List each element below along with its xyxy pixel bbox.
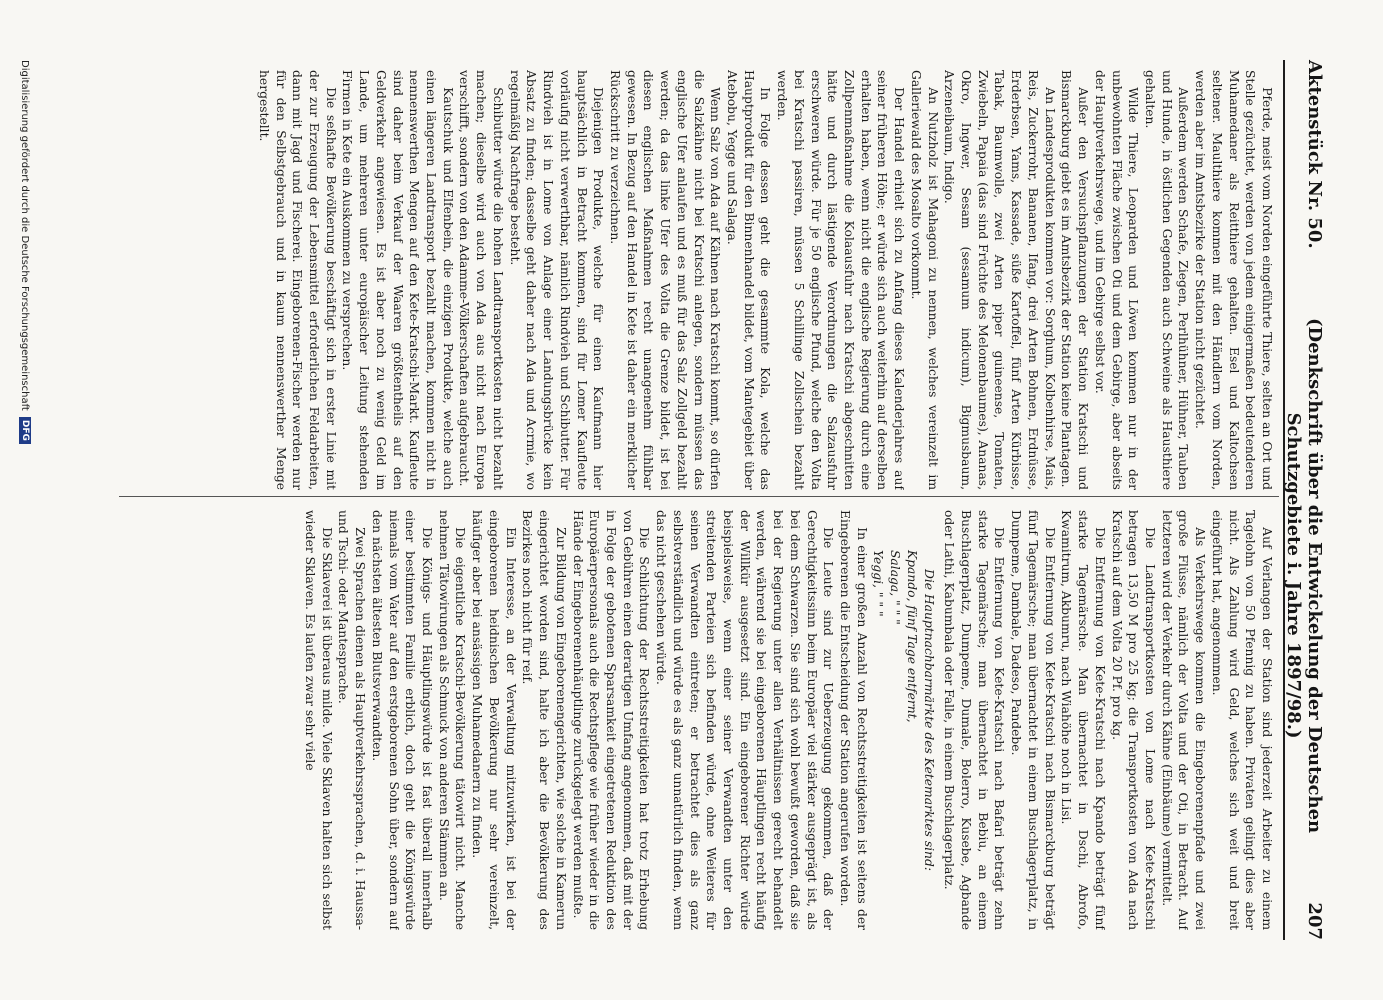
right-paragraph: Zwei Sprachen dienen als Hauptverkehrssprachen, d. i. Haussa- und Tschi- oder Mantesprache. xyxy=(336,510,368,930)
header-title: (Denkschrift über die Entwickelung der Deutschen Schutzgebiete i. Jahre 1897/98.) xyxy=(1283,317,1325,834)
left-paragraph: Wenn Salz von Ada auf Kähnen nach Kratschi kommt, so dürfen die Salzkähne nicht bei Kratschi anlegen, sondern müssen das englische Ufer anlaufen und es muß für das Salz Zollgeld bezahlt werden; da das linke Ufer des Volta die Grenze bildet, ist bei diesen englischen Maßnahmen recht unangenehm fühlbar gewesen. In Bezug auf den Handel in Kete ist daher ein merklicher Rückschritt zu verzeichnen. xyxy=(607,70,723,490)
digitization-credit xyxy=(19,60,31,960)
market-item: Salaga, " " " xyxy=(888,550,903,625)
right-paragraph: Die Entfernung von Kete-Kratschi nach Kpando beträgt fünf starke Tagemärsche. Man übernachtet in Dschi, Abrofo, Kwamitrum, Akbumru, nach Wiahöhe noch in Lisi. xyxy=(1059,510,1107,930)
left-paragraph: Pferde, meist vom Norden eingeführte Thiere, selten an Ort und Stelle gezüchtet, werden von jedem einigermaßen bedeutenderen Muhamedaner als Reitthiere gehalten. Esel und Kaltochsen seltener. Maulthiere kommen mit den Händlern vom Norden, werden aber im Amtsbezirke der Station nicht gezüchtet. xyxy=(1193,70,1274,490)
right-paragraph: Auf Verlangen der Station sind jederzeit Arbeiter zu einem Tagelohn von 50 Pfennig zu haben. Privaten gelingt dies aber nicht. Als Zahlung wird Geld, welches sich weit und breit eingeführt hat, angenommen. xyxy=(1209,510,1274,930)
left-paragraph: Außer den Versuchspflanzungen der Station Kratschi und Bismarckburg giebt es im Amtsbezirk der Station keine Plantagen. xyxy=(1059,70,1091,490)
credit-text: Digitalisierung gefördert durch die Deutsche Forschungsgemeinschaft xyxy=(19,60,31,411)
right-column xyxy=(125,510,1275,930)
right-paragraph: Die Königs- und Häuptlingswürde ist fast überall innerhalb einer bestimmten Familie erblich, doch geht die Königswürde niemals vom Vater auf den erstgeborenen Sohn über, sondern auf den nächsten ältesten Blutsverwandten. xyxy=(369,510,435,930)
right-paragraph: Die Leute sind zur Ueberzeugung gekommen, daß der Gerechtigkeitssinn beim Europäer viel stärker ausgeprägt ist, als bei dem Schwarzen. Sie sind sich wohl bewußt geworden, daß sie bei der Regierung unter allen Verhältnissen gerecht behandelt werden, während sie bei eingeborenen Häuptlingen recht häufig der Willkür ausgesetzt sind. Ein eingeborener Richter würde beispielsweise, wenn einer seiner Verwandten unter den streitenden Parteien sich befinden würde, ohne Weiteres für seinen Verwandten eintreten; er betrachtet dies als ganz selbstverständlich und würde es als ganz unnatürlich finden, wenn das nicht geschehen würde. xyxy=(654,510,836,930)
dfg-logo: DFG xyxy=(19,417,31,444)
header-rule xyxy=(1283,60,1285,940)
left-paragraph: Wilde Thiere, Leoparden und Löwen kommen nur in der unbewohnten Fläche zwischen Oti und dem Gebirge, aber abseits der Hauptverkehrswege, und im Gebirge selbst vor. xyxy=(1092,70,1141,490)
left-paragraph: Der Handel erhielt sich zu Anfang dieses Kalenderjahres auf seiner früheren Höhe; er würde sich auch weiterhin auf derselben erhalten haben, wenn nicht die englische Regierung durch eine Zollpenmaßnahme die Kolaausfuhr nach Kratschi abgeschnitten hätte und durch lästigende Verordnungen die Salzausfuhr erschweren würde. Für je 50 englische Pfund, welche den Volta bei Kratschi passiren, müssen 5 Schillinge Zollschein bezahlt werden. xyxy=(775,70,907,490)
market-item: Kpando, fünf Tage entfernt, xyxy=(904,550,919,723)
right-paragraph: Als Verkehrswege kommen die Eingeborenenpfade und zwei große Flüsse, nämlich der Volta und der Oti, in Betracht. Auf letzteren wird der Verkehr durch Kähne (Einbäume) vermittelt. xyxy=(1159,510,1208,930)
left-paragraph: Kautschuk und Elfenbein, die einzigen Produkte, welche auch einen längeren Landtransport bezahlt machen, kommen nicht in nennenswerthen Mengen auf den Kete-Kratschi-Markt. Kaufleute sind daher beim Verkauf der Waaren größtentheils auf den Geldverkehr angewiesen. Es ist aber noch zu wenig Geld im Lande, um mehreren unter europäischer Leitung stehenden Firmen in Kete ein Auskommen zu versprechen. xyxy=(340,70,455,490)
right-paragraph: Die Schlichtung der Rechtsstreitigkeiten hat trotz Erhebung von Gebühren einen derartigen Umfang angenommen, daß mit der in Folge der gebotenen Sparsamkeit eingetretenen Reduktion des Europäerpersonals auch die Rechtspflege wie früher wieder in die Hände der Eingeborenenhäuptlinge zurückgelegt werden mußte. xyxy=(570,510,652,930)
right-paragraph: Die Entfernung von Kete-Kratschi nach Bismarckburg beträgt fünf Tagemärsche; man übernachtet in einem Buschlagerplatz, in Dumpeme, Dambale, Dadeso, Pandebe. xyxy=(1009,510,1057,930)
right-paragraph: Die Sklaverei ist überaus milde. Viele Sklaven halten sich selbst wieder Sklaven. Es laufen zwar sehr viele xyxy=(303,510,334,930)
page-number: 207 xyxy=(1304,902,1325,940)
left-column xyxy=(125,70,1275,490)
left-paragraph: Diejenigen Produkte, welche für einen Kaufmann hier hauptsächlich in Betracht kommen, sind für Lomer Kaufleute vorläufig nicht verwerthbar, nämlich Rindvieh und Schibutter. Für Rindvieh ist in Lome von Anlage einer Landungsbrücke kein Absatz zu finden; dasselbe geht daher nach Ada und Acrmie, wo regelmäßig Nachfrage besteht. xyxy=(507,70,606,490)
left-paragraph: An Nutzholz ist Mahagoni zu nennen, welches vereinzelt im Galleriewald des Mosalto vorkommt. xyxy=(908,70,940,490)
right-paragraph: Die eigentliche Kratschi-Bevölkerung tätowirt nicht. Manche nehmen Tätowirungen als Schmuck von anderen Stämmen an. xyxy=(436,510,468,930)
page-header xyxy=(1283,60,1325,940)
right-paragraph: Ein Interesse, an der Verwaltung mitzuwirken, ist bei der eingeborenen heidnischen Bevölkerung nur sehr vereinzelt, häufiger aber bei ansässigen Muhamedanern zu finden. xyxy=(470,510,518,930)
right-paragraph: Die Entfernung von Kete-Kratschi nach Bafari beträgt zehn starke Tagemärsche; man übernachtet in Bebiu, an einem Buschlagerplatz, Dumpeme, Dumale, Bolerro, Kusebe, Agbande oder Lathi, Kabumbala oder Falle, in einem Buschlagerplatz. xyxy=(942,510,1007,930)
left-paragraph: Die seßhafte Bevölkerung beschäftigt sich in erster Linie mit der zur Erzeugung der Lebensmittel erforderlichen Feldarbeiten, dann mit Jagd und Fischerei. Eingeborenen-Fischer werden nur für den Selbstgebrauch und in kaum nennenswerther Menge hergestellt. xyxy=(256,70,338,490)
left-paragraph: Schibutter würde die hohen Landtransportkosten nicht bezahlt machen; dieselbe wird auch von Ada aus nicht nach Europa verschifft, sondern von den Adamme-Völkerschaften aufgebraucht. xyxy=(457,70,505,490)
right-paragraph: Die Landtransportkosten von Lome nach Kete-Kratschi betragen 13,50 M pro 25 kg; die Transportkosten von Ada nach Kratschi auf dem Volta 20 Pf. pro kg. xyxy=(1109,510,1157,930)
header-document-number: Aktenstück Nr. 50. xyxy=(1304,60,1325,249)
right-paragraph: Zur Bildung von Eingeborenengerichten, wie solche in Kamerun eingerichtet worden sind, halte ich aber die Bevölkerung des Bezirkes noch nicht für reif. xyxy=(520,510,568,930)
market-heading: Die Hauptnachbarmärkte des Ketemarktes sind: xyxy=(921,568,936,871)
market-item: Yeggi, " " " xyxy=(871,550,886,617)
left-paragraph: Außerdem werden Schafe, Ziegen, Perlhühner, Hühner, Tauben und Hunde, in östlichen Gegenden auch Schweine als Hausthiere gehalten. xyxy=(1142,70,1191,490)
left-paragraph: In Folge dessen geht die gesammte Kola, welche das Hauptprodukt für den Binnenhandel bildet, vom Mantegebiet über Atebobu, Yegge und Salaga. xyxy=(725,70,773,490)
left-paragraph: An Landesprodukten kommen vor: Sorghum, Kolbenhirse, Mais, Reis, Zuckerrohr, Bananen, Ifang, drei Arten Bohnen, Erdnüsse, Erderbsen, Yams, Kassade, süße Kartoffel, fünf Arten Kürbisse, Tabak, Baumwolle, zwei Arten piper guineense, Tomaten, Zwiebeln, Papaia (das sind Früchte des Melonenbaumes), Ananas, Okro, Ingwer, Sesam (sesamum indicum), Bigmusbaum, Arzeneibaum, Indigo. xyxy=(942,70,1057,490)
column-divider xyxy=(119,496,1279,497)
right-paragraph: In einer großen Anzahl von Rechtsstreitigkeiten ist seitens der Eingeborenen die Entscheidung der Station angerufen worden. xyxy=(838,510,869,930)
